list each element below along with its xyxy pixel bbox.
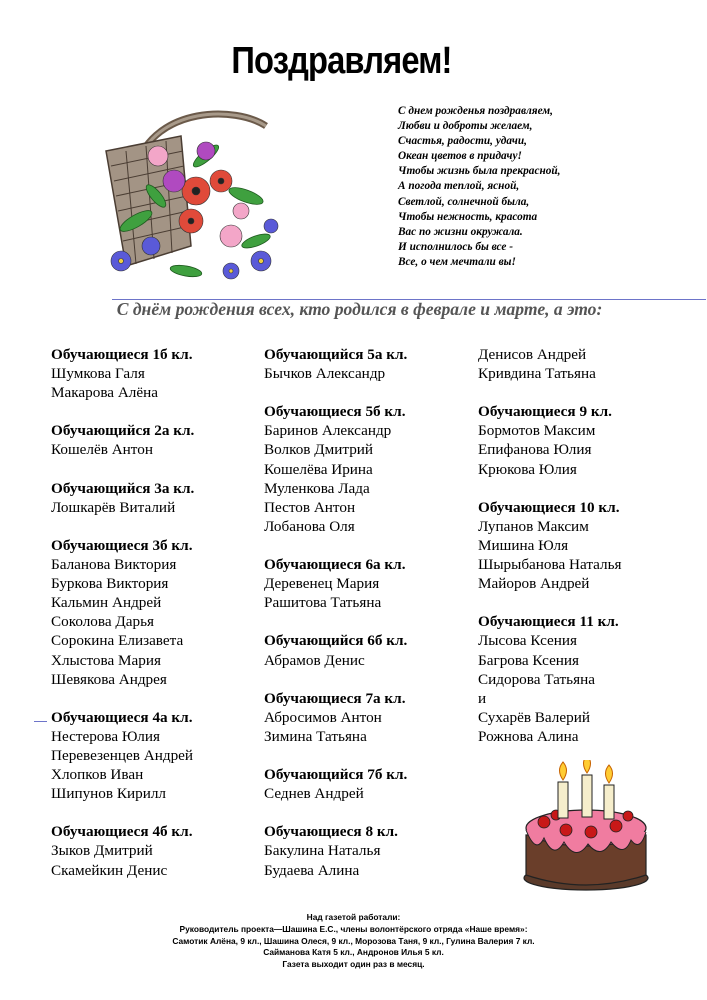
class-group: [51, 536, 194, 689]
footer-line: Газета выходит один раз в месяц.: [282, 959, 425, 970]
class-heading: Обучающийся 7б кл.: [264, 766, 408, 784]
student-name: Багрова Ксения: [478, 651, 580, 669]
student-name: Зыков Дмитрий: [51, 842, 153, 860]
student-name: Бычков Александр: [264, 365, 386, 383]
page-title: Поздравляем!: [231, 40, 452, 82]
class-group: [264, 402, 407, 536]
student-name: Волков Дмитрий: [264, 441, 374, 459]
student-name: Макарова Алёна: [51, 384, 158, 402]
subtitle: С днём рождения всех, кто родился в феврале и марте, а это:: [116, 299, 603, 319]
student-name: Абросимов Антон: [264, 708, 382, 726]
class-heading: Обучающиеся 4а кл.: [51, 708, 193, 726]
student-column-1: [51, 345, 194, 899]
class-group: [264, 822, 407, 879]
class-group: [51, 479, 194, 517]
class-group: [264, 345, 407, 383]
class-heading: Обучающиеся 4б кл.: [51, 823, 193, 841]
class-heading: Обучающийся 6б кл.: [264, 632, 408, 650]
student-name: Скамейкин Денис: [51, 861, 168, 879]
class-heading: Обучающиеся 8 кл.: [264, 823, 398, 841]
class-heading: Обучающиеся 5б кл.: [264, 403, 406, 421]
class-heading: Обучающиеся 10 кл.: [478, 498, 620, 516]
student-column-2: [264, 345, 407, 899]
class-group: [51, 421, 194, 459]
student-name: Седнев Андрей: [264, 785, 364, 803]
class-heading: Обучающиеся 9 кл.: [478, 403, 612, 421]
class-heading: Обучающиеся 11 кл.: [478, 613, 619, 631]
poem-line: Любви и доброты желаем,: [398, 120, 533, 133]
student-name: Деревенец Мария: [264, 575, 380, 593]
student-name: Шырыбанова Наталья: [478, 556, 622, 574]
student-name: Сорокина Елизавета: [51, 632, 184, 650]
poem-line: Счастья, радости, удачи,: [398, 135, 527, 148]
poem-line: Все, о чем мечтали вы!: [398, 255, 516, 268]
student-name: Лобанова Оля: [264, 517, 355, 535]
student-name: Буркова Виктория: [51, 575, 169, 593]
student-name: Лошкарёв Виталий: [51, 498, 176, 516]
poem-line: Чтобы нежность, красота: [398, 210, 538, 223]
student-name: Перевезенцев Андрей: [51, 746, 194, 764]
student-name: Нестерова Юлия: [51, 727, 161, 745]
class-group: [51, 822, 194, 879]
poem-line: Океан цветов в придачу!: [398, 150, 522, 163]
class-group: [264, 631, 407, 669]
class-heading: Обучающиеся 6а кл.: [264, 556, 406, 574]
student-name: Мишина Юля: [478, 536, 569, 554]
student-name: Кошелёва Ирина: [264, 460, 373, 478]
class-group: [264, 765, 407, 803]
student-name: Лупанов Максим: [478, 517, 589, 535]
class-heading: Обучающиеся 1б кл.: [51, 346, 193, 363]
poem-line: Светлой, солнечной была,: [398, 195, 530, 208]
student-name: Кошелёв Антон: [51, 441, 153, 459]
student-name: Бормотов Максим: [478, 422, 596, 440]
poem-line: И исполнилось бы все -: [398, 240, 514, 253]
class-group: [478, 402, 622, 478]
student-name: Епифанова Юлия: [478, 441, 592, 459]
class-group: [478, 612, 622, 746]
class-heading: Обучающийся 2а кл.: [51, 422, 195, 440]
class-heading: Обучающиеся 7а кл.: [264, 689, 406, 707]
student-name: Будаева Алина: [264, 861, 360, 879]
student-name: Бакулина Наталья: [264, 842, 381, 860]
student-name: Лысова Ксения: [478, 632, 578, 650]
footer-line: Сайманова Катя 5 кл., Андронов Илья 5 кл.: [263, 947, 444, 958]
flower-basket-illustration: [96, 96, 286, 286]
student-name: Крюкова Юлия: [478, 460, 577, 478]
student-name: Соколова Дарья: [51, 613, 155, 631]
student-name: Сидорова Татьяна: [478, 670, 595, 688]
student-column-3: [478, 345, 622, 765]
poem-line: Вас по жизни окружала.: [398, 225, 523, 238]
student-name: Хлопков Иван: [51, 766, 144, 784]
birthday-poem: [398, 104, 658, 270]
margin-mark: [34, 721, 47, 722]
student-name: Сухарёв Валерий: [478, 708, 590, 726]
class-group: [478, 345, 622, 383]
student-name: Абрамов Денис: [264, 651, 365, 669]
student-name: Баланова Виктория: [51, 556, 177, 574]
student-name: Зимина Татьяна: [264, 727, 367, 745]
class-group: [51, 345, 194, 402]
footer-line: Самотик Алёна, 9 кл., Шашина Олеся, 9 кл., Морозова Таня, 9 кл., Гулина Валерия 7 кл.: [172, 935, 535, 946]
class-heading: Обучающиеся 3б кл.: [51, 536, 193, 554]
class-heading: Обучающийся 5а кл.: [264, 346, 408, 363]
student-name: и: [478, 689, 487, 707]
student-name: Пестов Антон: [264, 498, 356, 516]
birthday-cake-illustration: [516, 760, 656, 895]
poem-line: Чтобы жизнь была прекрасной,: [398, 165, 561, 178]
class-group: [51, 708, 194, 803]
student-name: Хлыстова Мария: [51, 651, 161, 669]
class-group: [478, 498, 622, 593]
class-group: [264, 689, 407, 746]
poem-line: С днем рожденья поздравляем,: [398, 105, 553, 117]
student-name: Денисов Андрей: [478, 346, 587, 363]
class-heading: Обучающийся 3а кл.: [51, 479, 195, 497]
footer-credits: [0, 912, 707, 971]
class-group: [264, 555, 407, 612]
student-name: Шевякова Андрея: [51, 670, 167, 688]
footer-line: Руководитель проекта—Шашина Е.С., члены волонтёрского отряда «Наше время»:: [179, 923, 528, 934]
footer-line: Над газетой работали:: [306, 912, 401, 922]
student-name: Муленкова Лада: [264, 479, 370, 497]
student-name: Рожнова Алина: [478, 727, 579, 745]
student-name: Рашитова Татьяна: [264, 594, 382, 612]
student-name: Кривдина Татьяна: [478, 365, 596, 383]
student-name: Баринов Александр: [264, 422, 392, 440]
student-name: Кальмин Андрей: [51, 594, 162, 612]
student-name: Шипунов Кирилл: [51, 785, 166, 803]
student-name: Майоров Андрей: [478, 575, 590, 593]
poem-line: А погода теплой, ясной,: [398, 180, 520, 193]
student-name: Шумкова Галя: [51, 365, 145, 383]
